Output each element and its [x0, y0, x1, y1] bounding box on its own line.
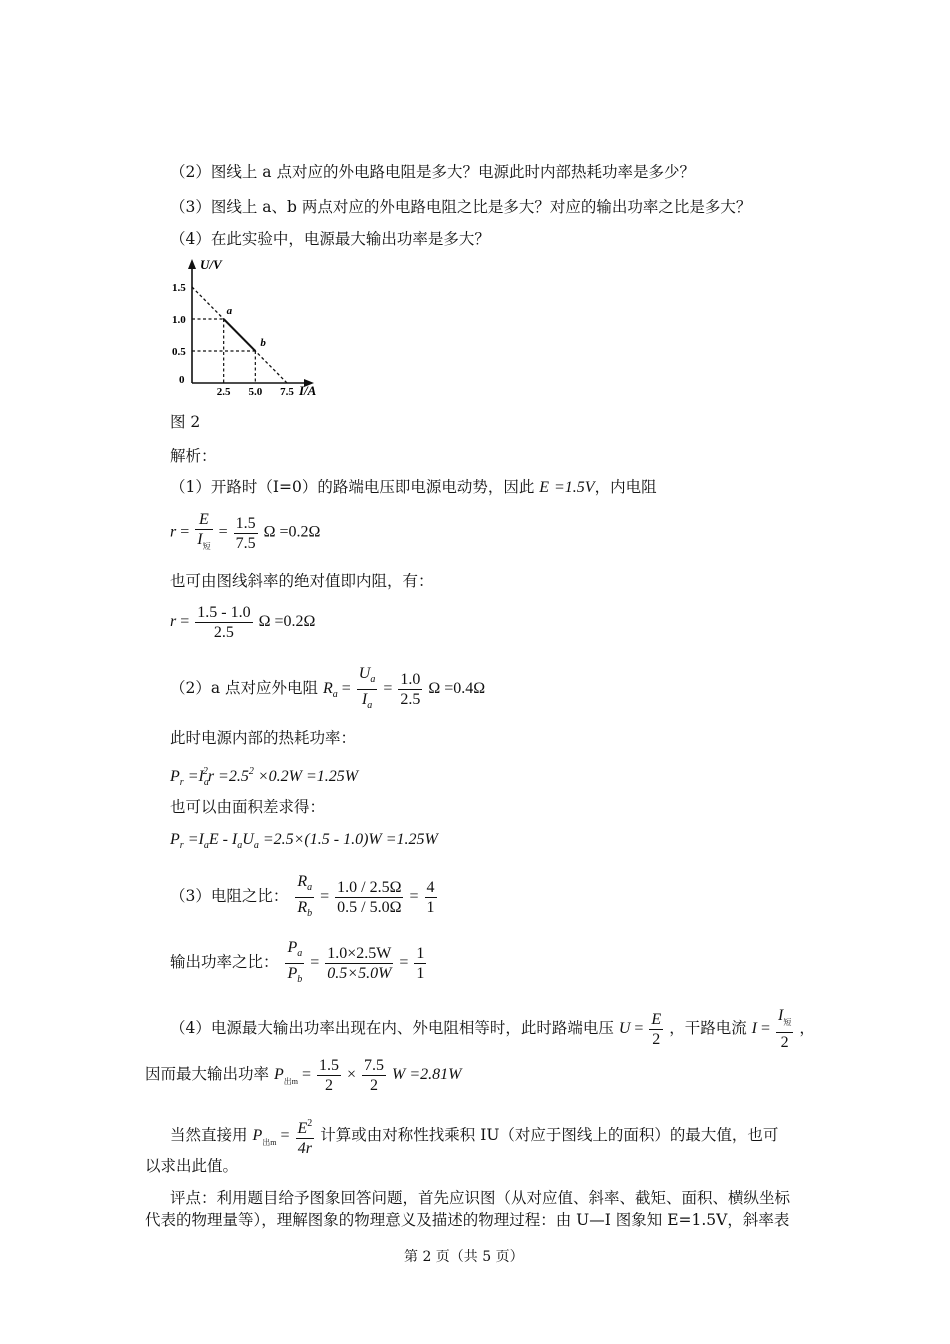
eq-max-power: $P_{出m}$ = $\frac{1.5}{2}$ × $\frac{7.5}{2}$ W =2.81W	[273, 1056, 462, 1094]
origin-label: 0	[179, 374, 185, 386]
direct-calc-line: 当然直接用 $P_{出m}$ = $\frac{E^2}{4r}$ 计算或由对称性找乘积 IU（对应于图线上的面积）的最大值，也可	[170, 1113, 778, 1165]
guide-lines	[192, 319, 255, 383]
comment-line-2: 代表的物理量等），理解图象的物理意义及描述的物理过程：由 U—I 图象知 E=1.5V，斜率表	[145, 1211, 790, 1229]
power-ratio-line: 输出功率之比： $\frac{P_a}{P_b}$ = $\frac{1.0\times 2.5W}{0.5\times 5.0W}$ = $\frac{1}{1}$	[170, 938, 428, 989]
question-4: （4）在此实验中，电源最大输出功率是多大？	[170, 230, 490, 248]
x-tick-label: 5.0	[248, 386, 263, 398]
y-tick-label: 1.0	[172, 314, 186, 326]
page-number: 第 2 页（共 5 页）	[404, 1249, 524, 1265]
y-tick-label: 0.5	[172, 346, 186, 358]
x-axis-label: I/A	[299, 383, 317, 398]
direct-calc-line-end: 以求出此值。	[145, 1157, 239, 1175]
part2-line: （2）a 点对应外电阻 $R_a$ = $\frac{U_a}{I_a}$ = $\frac{1.0}{2.5}$ Ω =0.4Ω	[170, 665, 486, 711]
y-axis-label: U/V	[200, 257, 222, 272]
max-power-line: 因而最大输出功率 $P_{出m}$ = $\frac{1.5}{2}$ × $\frac{7.5}{2}$ W =2.81W	[145, 1056, 462, 1094]
eq-internal-resistance-2: r = $\frac{1.5 - 1.0}{2.5}$ Ω =0.2Ω	[170, 603, 316, 641]
slope-text: 也可由图线斜率的绝对值即内阻，有：	[170, 572, 434, 590]
x-tick-label: 2.5	[216, 386, 231, 398]
eq-direct-max-power: $P_{出m}$ = $\frac{E^2}{4r}$	[252, 1127, 320, 1144]
part1-text: （1）开路时（I=0）的路端电压即电源电动势，因此 E =1.5V，内电阻	[170, 478, 657, 496]
comment-line-1: 评点：利用题目给予图象回答问题，首先应识图（从对应值、斜率、截矩、面积、横纵坐标	[170, 1189, 791, 1207]
solid-segment-ab	[224, 319, 256, 351]
y-tick-label: 1.5	[172, 282, 186, 294]
point-b-label: b	[260, 337, 266, 349]
part4-line: （4）电源最大输出功率出现在内、外电阻相等时，此时路端电压 U = $\frac{E}{2}$ ，干路电流 I = $\frac{I_短}{2}$ ，	[170, 1007, 815, 1052]
x-tick-label: 7.5	[280, 386, 294, 398]
eq-power-ratio: $\frac{P_a}{P_b}$ = $\frac{1.0\times 2.5W}{0.5\times 5.0W}$ = $\frac{1}{1}$	[287, 939, 425, 985]
y-axis	[188, 259, 196, 383]
eq-resistance-ratio: $\frac{R_a}{R_b}$ = $\frac{1.0 / 2.5\Omega}{0.5 / 5.0\Omega}$ = $\frac{4}{1}$	[297, 873, 435, 919]
eq-internal-resistance-1: r = $\frac{E}{I_短}$ = $\frac{1.5}{7.5}$ Ω =0.2Ω	[170, 511, 321, 552]
eq-external-resistance-a: $R_a$ = $\frac{U_a}{I_a}$ = $\frac{1.0}{2.5}$ Ω =0.4Ω	[322, 665, 486, 711]
question-2: （2）图线上 a 点对应的外电路电阻是多大？电源此时内部热耗功率是多少？	[170, 163, 695, 181]
figure-caption: 图 2	[170, 413, 201, 431]
eq-heat-power-2: $P_r =I_aE - I_aU_a =2.5\times(1.5 - 1.0)W =1.25W$	[170, 831, 438, 851]
heat-power-text: 此时电源内部的热耗功率：	[170, 729, 357, 747]
part3-resistance-ratio: （3）电阻之比： $\frac{R_a}{R_b}$ = $\frac{1.0 / 2.5\Omega}{0.5 / 5.0\Omega}$ = $\frac{4}{1}$	[170, 872, 439, 923]
question-3: （3）图线上 a、b 两点对应的外电路电阻之比是多大？对应的输出功率之比是多大？	[170, 198, 752, 216]
ui-graph	[170, 255, 340, 403]
solution-heading: 解析：	[170, 447, 217, 465]
point-a-label: a	[226, 305, 233, 317]
area-text: 也可以由面积差求得：	[170, 798, 326, 816]
eq-heat-power-1: $P_r =I_a^2r =2.5^2 \times 0.2W =1.25W$	[170, 766, 359, 788]
